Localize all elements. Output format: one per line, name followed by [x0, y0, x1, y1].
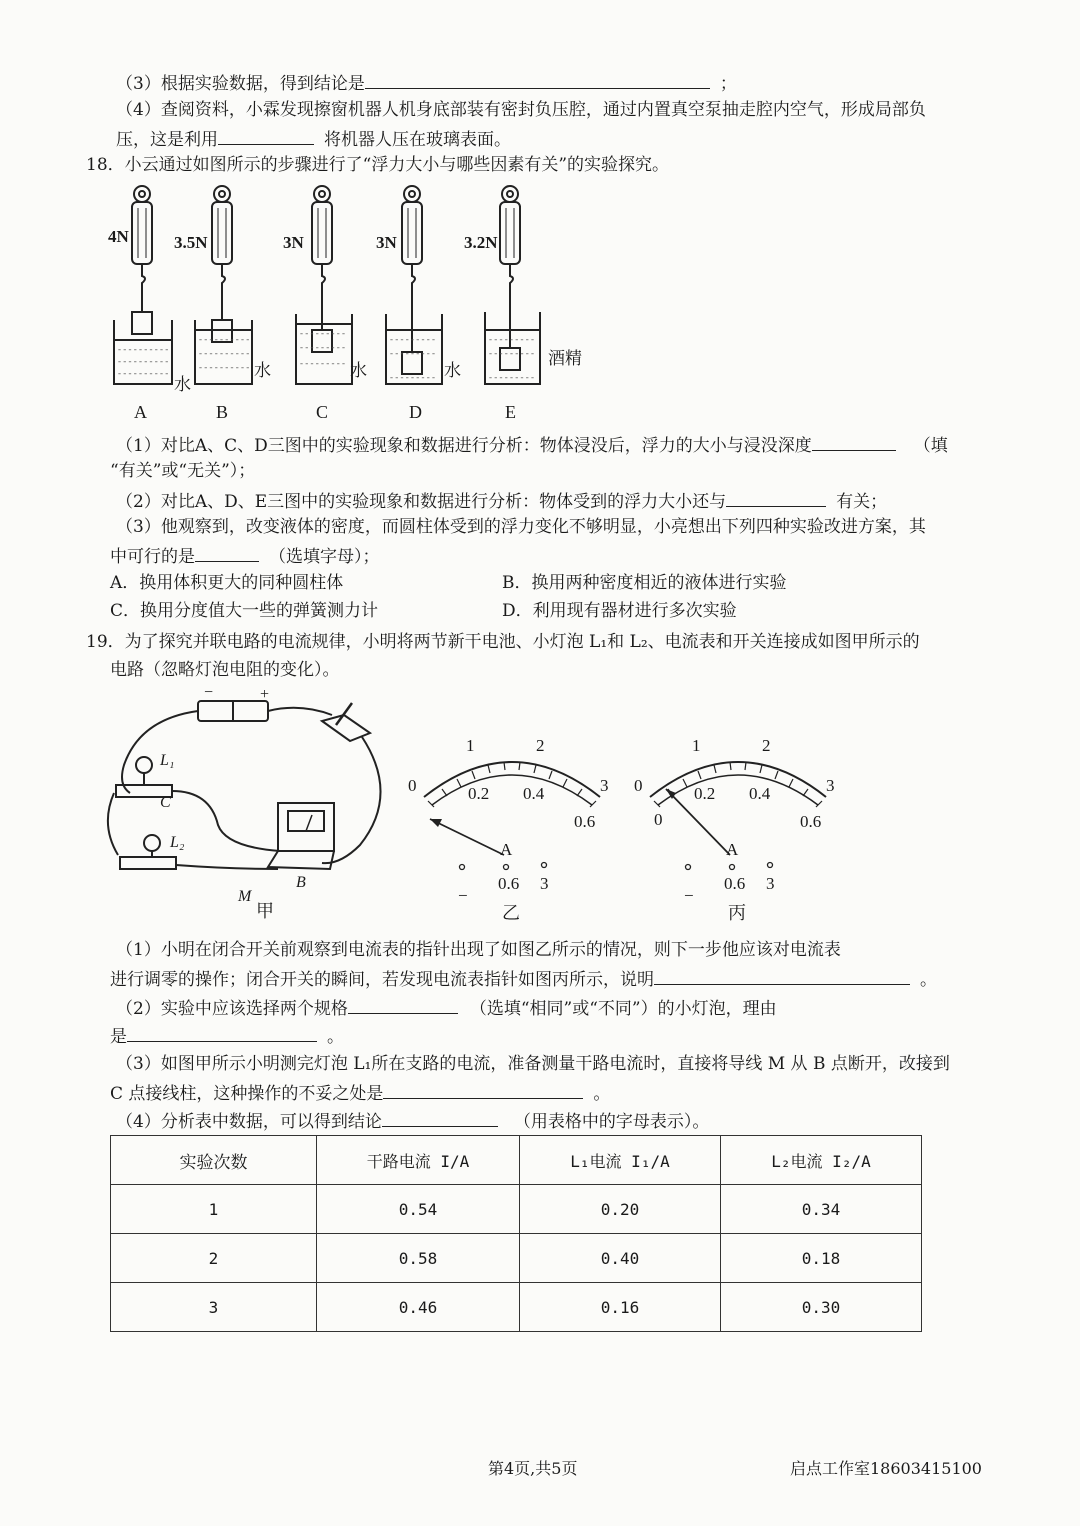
- label-a: A: [134, 402, 147, 422]
- q18-option-b[interactable]: B．换用两种密度相近的液体进行实验: [502, 573, 787, 593]
- reading-c: 3N: [283, 233, 304, 252]
- table-row: [111, 1185, 922, 1234]
- q19-part1: （1）小明在闭合开关前观察到电流表的指针出现了如图乙所示的情况，则下一步他应该对电流表: [116, 940, 841, 960]
- data-table: [110, 1135, 922, 1332]
- table-cell: 0.16: [520, 1283, 721, 1332]
- svg-text:1: 1: [466, 736, 475, 755]
- table-header: L₂电流 I₂/A: [721, 1136, 922, 1185]
- table-cell: 0.34: [721, 1185, 922, 1234]
- wire-m-label: M: [238, 888, 252, 905]
- bulb-l1-icon: [136, 757, 152, 773]
- q18-part2: （2）对比A、D、E三图中的实验现象和数据进行分析：物体受到的浮力大小还与 有关；: [116, 488, 887, 514]
- liquid-e: 酒精: [548, 349, 582, 368]
- point-c-label: C: [160, 794, 171, 811]
- q19-part2: （2）实验中应该选择两个规格 （选填“相同”或“不同”）的小灯泡，理由: [116, 995, 777, 1021]
- battery-plus-label: +: [260, 686, 270, 703]
- table-cell: 0.18: [721, 1234, 922, 1283]
- q18-option-d[interactable]: D．利用现有器材进行多次实验: [502, 601, 737, 621]
- svg-text:3: 3: [766, 874, 775, 893]
- svg-text:3: 3: [540, 874, 549, 893]
- answer-blank[interactable]: [812, 432, 896, 451]
- spring-scale-e: [500, 186, 520, 348]
- svg-text:- - - - - - - - -: - - - - - - - - -: [300, 342, 345, 352]
- table-cell: 0.58: [317, 1234, 520, 1283]
- q19-stem-cont: 电路（忽略灯泡电阻的变化）。: [110, 660, 340, 680]
- q17-part3: （3）根据实验数据，得到结论是 ；: [116, 70, 737, 96]
- svg-text:0.6: 0.6: [574, 812, 596, 831]
- q17-part4-cont: 压，这是利用 将机器人压在玻璃表面。: [116, 126, 511, 152]
- answer-blank[interactable]: [382, 1108, 498, 1127]
- answer-blank[interactable]: [127, 1023, 317, 1042]
- page-number: 第4页,共5页: [488, 1459, 578, 1478]
- table-cell: 0.46: [317, 1283, 520, 1332]
- table-header: 干路电流 I/A: [317, 1136, 520, 1185]
- spring-scale-a: [132, 186, 152, 312]
- svg-text:- - - - - - - - -: - - - - - - - - -: [300, 328, 345, 338]
- q18-part3-cont: 中可行的是 （选填字母）；: [110, 543, 380, 569]
- q19-part4: （4）分析表中数据，可以得到结论 （用表格中的字母表示）。: [116, 1108, 709, 1134]
- label-e: E: [505, 402, 516, 422]
- svg-text:0.2: 0.2: [694, 784, 716, 803]
- q18-option-c[interactable]: C．换用分度值大一些的弹簧测力计: [110, 601, 379, 621]
- svg-text:0.6: 0.6: [498, 874, 520, 893]
- studio-contact: 启点工作室18603415100: [790, 1459, 982, 1478]
- svg-text:- - - - - - - - - -: - - - - - - - - - -: [118, 344, 169, 354]
- svg-text:3: 3: [826, 776, 835, 795]
- q18-stem: 18．小云通过如图所示的步骤进行了“浮力大小与哪些因素有关”的实验探究。: [86, 155, 670, 175]
- svg-text:- - - - - - - - -: - - - - - - - - -: [390, 348, 435, 358]
- label-c: C: [316, 402, 329, 422]
- reading-d: 3N: [376, 233, 397, 252]
- spring-scale-b: [212, 186, 232, 320]
- svg-text:0: 0: [634, 776, 643, 795]
- l1-label: L₁: [160, 752, 175, 769]
- ammeter-yi: [402, 735, 617, 925]
- answer-blank[interactable]: [726, 488, 826, 507]
- answer-blank[interactable]: [348, 995, 458, 1014]
- lamp-base-l2: [120, 857, 176, 869]
- svg-text:2: 2: [762, 736, 771, 755]
- answer-blank[interactable]: [365, 70, 710, 89]
- svg-text:3: 3: [600, 776, 609, 795]
- svg-text:- - - - - - - - -: - - - - - - - - -: [390, 372, 435, 382]
- svg-text:- - - - - - - - - -: - - - - - - - - - -: [118, 368, 169, 378]
- q17-part4: （4）查阅资料，小霖发现擦窗机器人机身底部装有密封负压腔，通过内置真空泵抽走腔内空气，形成局部负: [116, 100, 926, 120]
- liquid-b: 水: [254, 361, 271, 380]
- label-b: B: [216, 402, 229, 422]
- svg-text:−: −: [684, 886, 694, 905]
- svg-text:A: A: [500, 840, 513, 859]
- caption-yi: 乙: [502, 903, 520, 923]
- battery-minus-label: −: [204, 685, 214, 701]
- svg-text:A: A: [726, 840, 739, 859]
- svg-text:0.4: 0.4: [749, 784, 771, 803]
- svg-text:0.6: 0.6: [724, 874, 746, 893]
- q19-stem: 19．为了探究并联电路的电流规律，小明将两节新干电池、小灯泡 L₁和 L₂、电流表和开关连接成如图甲所示的: [86, 632, 920, 652]
- l2-label: L₂: [170, 834, 185, 851]
- q19-part1-cont: 进行调零的操作；闭合开关的瞬间，若发现电流表指针如图丙所示，说明 。: [110, 966, 937, 992]
- liquid-c: 水: [350, 361, 367, 380]
- table-cell: 0.40: [520, 1234, 721, 1283]
- liquid-a: 水: [174, 375, 191, 394]
- reading-b: 3.5N: [174, 233, 208, 252]
- reading-a: 4N: [108, 227, 129, 246]
- reading-e: 3.2N: [464, 233, 498, 252]
- table-cell: 0.54: [317, 1185, 520, 1234]
- answer-blank[interactable]: [195, 543, 259, 562]
- table-header: L₁电流 I₁/A: [520, 1136, 721, 1185]
- answer-blank[interactable]: [218, 126, 314, 145]
- caption-jia: 甲: [256, 901, 274, 921]
- q19-part2-cont: 是 。: [110, 1023, 344, 1049]
- table-cell: 0.20: [520, 1185, 721, 1234]
- spring-scale-c: [312, 186, 332, 330]
- svg-text:- - - - - - - - -: - - - - - - - - -: [489, 334, 534, 344]
- ammeter-bing: [628, 735, 843, 925]
- svg-text:- - - - - - - - -: - - - - - - - - -: [489, 372, 534, 382]
- svg-text:0: 0: [654, 810, 663, 829]
- q18-option-a[interactable]: A．换用体积更大的同种圆柱体: [110, 573, 344, 593]
- svg-text:- - - - - - - - -: - - - - - - - - -: [300, 358, 345, 368]
- table-row: [111, 1234, 922, 1283]
- svg-text:- - - - - - - - - -: - - - - - - - - - -: [199, 334, 250, 344]
- q18-part1-cont: “有关”或“无关”）；: [110, 461, 256, 481]
- table-header: 实验次数: [111, 1136, 317, 1185]
- svg-text:0.6: 0.6: [800, 812, 822, 831]
- svg-text:- - - - - - - - -: - - - - - - - - -: [390, 334, 435, 344]
- table-row: [111, 1283, 922, 1332]
- caption-bing: 丙: [728, 903, 746, 923]
- point-b-label: B: [296, 874, 306, 891]
- table-header-row: [111, 1136, 922, 1185]
- q18-part3: （3）他观察到，改变液体的密度，而圆柱体受到的浮力变化不够明显，小亮想出下列四种实验改进方案，其: [116, 517, 926, 537]
- svg-text:0.4: 0.4: [523, 784, 545, 803]
- spring-scale-d: [402, 186, 422, 352]
- table-cell: 1: [111, 1185, 317, 1234]
- liquid-d: 水: [444, 361, 461, 380]
- answer-blank[interactable]: [383, 1080, 583, 1099]
- svg-text:- - - - - - - - -: - - - - - - - - -: [489, 348, 534, 358]
- q19-part3: （3）如图甲所示小明测完灯泡 L₁所在支路的电流，准备测量干路电流时，直接将导线 M 从 B 点断开，改接到: [116, 1054, 950, 1074]
- circuit-figure: [100, 685, 400, 925]
- svg-text:- - - - - - - - - -: - - - - - - - - - -: [199, 362, 250, 372]
- q18-part1: （1）对比A、C、D三图中的实验现象和数据进行分析：物体浸没后，浮力的大小与浸没深度 （填: [116, 432, 948, 458]
- svg-text:2: 2: [536, 736, 545, 755]
- label-d: D: [409, 402, 422, 422]
- q19-part3-cont: C 点接线柱，这种操作的不妥之处是 。: [110, 1080, 610, 1106]
- svg-text:−: −: [458, 886, 468, 905]
- pointer-yi: [430, 819, 504, 855]
- svg-text:0: 0: [408, 776, 417, 795]
- table-cell: 0.30: [721, 1283, 922, 1332]
- buoyancy-figure: [100, 180, 620, 425]
- svg-text:0.2: 0.2: [468, 784, 490, 803]
- svg-text:- - - - - - - - - -: - - - - - - - - - -: [118, 356, 169, 366]
- answer-blank[interactable]: [654, 966, 910, 985]
- table-cell: 3: [111, 1283, 317, 1332]
- svg-text:1: 1: [692, 736, 701, 755]
- table-cell: 2: [111, 1234, 317, 1283]
- bulb-l2-icon: [144, 835, 160, 851]
- cylinder-a: [132, 312, 152, 334]
- svg-text:- - - - - - - - - -: - - - - - - - - - -: [199, 348, 250, 358]
